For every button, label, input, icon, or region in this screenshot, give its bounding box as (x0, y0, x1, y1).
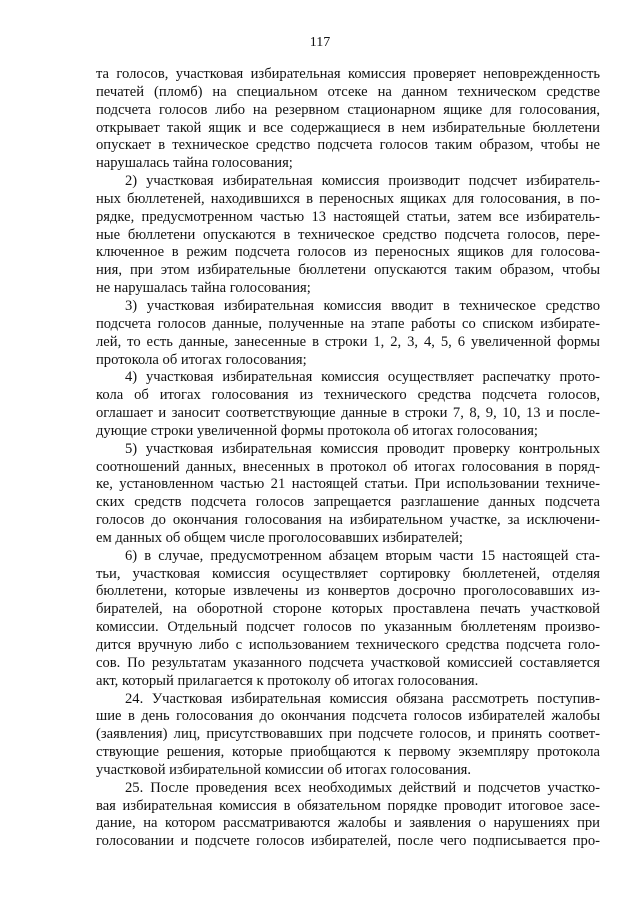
paragraph-item-6 (96, 548, 600, 691)
paragraph-item-4 (96, 369, 600, 440)
text-line: 3) участковая избирательная комиссия вводит в техническое средство (125, 297, 600, 314)
text-line: тьи, участковая комиссия осуществляет сортировку бюллетеней, отделяя (96, 565, 600, 582)
text-line: 5) участковая избирательная комиссия проводит проверку контрольных (125, 440, 600, 457)
text-line: открывает такой ящик и все содержащиеся в нем избирательные бюллетени (96, 119, 600, 136)
text-line: рядке, предусмотренном частью 13 настоящей статьи, затем все избиратель- (96, 208, 600, 225)
text-line: ем данных об общем числе проголосовавших избирателей; (96, 529, 463, 546)
text-line: 2) участковая избирательная комиссия производит подсчет избиратель- (125, 173, 600, 190)
text-line: соотношений данных, внесенных в протокол об итогах голосования в поряд- (96, 458, 600, 475)
text-line: ке, установленном частью 21 настоящей статьи. При использовании техниче- (96, 476, 600, 493)
text-line: дующие строки увеличенной формы протокола об итогах голосования; (96, 422, 538, 439)
text-line: опускает в техническое средство подсчета голосов таким образом, чтобы не (96, 137, 600, 154)
text-line: сов. По результатам указанного подсчета участковой комиссией составляется (96, 654, 600, 671)
body-text (96, 66, 600, 851)
paragraph-item-5 (96, 441, 600, 548)
text-line: дание, на котором рассматриваются жалобы и заявления о нарушениях при (96, 815, 600, 832)
text-line: акт, который прилагается к протоколу об итогах голосования. (96, 672, 479, 689)
paragraph-continuation (96, 66, 600, 173)
text-line: ных бюллетеней, находившихся в переносных ящиках для голосования, в по- (96, 190, 600, 207)
text-line: протокола об итогах голосования; (96, 351, 307, 368)
text-line: голосовании и подсчете голосов избирателей, после чего подписывается про- (96, 833, 600, 850)
text-line: 6) в случае, предусмотренном абзацем вторым части 15 настоящей ста- (125, 547, 600, 564)
text-line: 4) участковая избирательная комиссия осуществляет распечатку прото- (125, 369, 600, 386)
paragraph-part-25 (96, 780, 600, 851)
text-line: печатей (пломб) на специальном отсеке на данном техническом средстве (96, 83, 600, 100)
text-line: кола об итогах голосования из технического средства подсчета голосов, (96, 387, 600, 404)
text-line: 25. После проведения всех необходимых действий и подсчетов участко- (125, 779, 600, 796)
text-line: лей, то есть данные, занесенные в строки 1, 2, 3, 4, 5, 6 увеличенной формы (96, 333, 600, 350)
text-line: подсчета голосов либо на резервном стационарном ящике для голосования, (96, 101, 600, 118)
text-line: та голосов, участковая избирательная комиссия проверяет неповрежденность (96, 66, 600, 82)
text-line: вая избирательная комиссия в обязательном порядке проводит итоговое засе- (96, 797, 600, 814)
paragraph-part-24 (96, 691, 600, 780)
text-line: ния, при этом избирательные бюллетени опускаются таким образом, чтобы (96, 262, 600, 279)
text-line: бирателей, на оборотной стороне которых проставлена печать участковой (96, 601, 600, 618)
text-line: комиссии. Отдельный подсчет голосов по указанным бюллетеням произво- (96, 619, 600, 636)
text-line: ских средств подсчета голосов запрещается разглашение данных подсчета (96, 494, 600, 511)
text-line: бюллетени, которые извлечены из конвертов досрочно проголосовавших из- (96, 583, 600, 600)
text-line: 24. Участковая избирательная комиссия обязана рассмотреть поступив- (125, 690, 600, 707)
text-line: (заявления) лиц, присутствовавших при подсчете голосов, и принять соответ- (96, 726, 600, 743)
text-line: ключенное в режим подсчета голосов из переносных ящиков для голосова- (96, 244, 600, 261)
text-line: ствующие решения, которые приобщаются к первому экземпляру протокола (96, 744, 600, 761)
page-number: 117 (309, 35, 331, 50)
text-line: не нарушалась тайна голосования; (96, 280, 311, 297)
text-line: ные бюллетени опускаются в техническое средство подсчета голосов, пере- (96, 226, 600, 243)
text-line: голосов до окончания голосования на избирательном участке, за исключени- (96, 512, 600, 529)
text-line: участковой избирательной комиссии об итогах голосования. (96, 761, 472, 778)
paragraph-item-3 (96, 298, 600, 369)
text-line: шие в день голосования до окончания подсчета голосов избирателей жалобы (96, 708, 600, 725)
paragraph-item-2 (96, 173, 600, 298)
text-line: дится вручную либо с использованием технического средства подсчета голо- (96, 637, 600, 653)
text-line: нарушалась тайна голосования; (96, 155, 293, 172)
text-line: подсчета голосов данные, полученные на этапе работы со списком избирате- (96, 315, 600, 332)
text-line: оглашает и заносит соответствующие данные в строки 7, 8, 9, 10, 13 и после- (96, 405, 600, 422)
